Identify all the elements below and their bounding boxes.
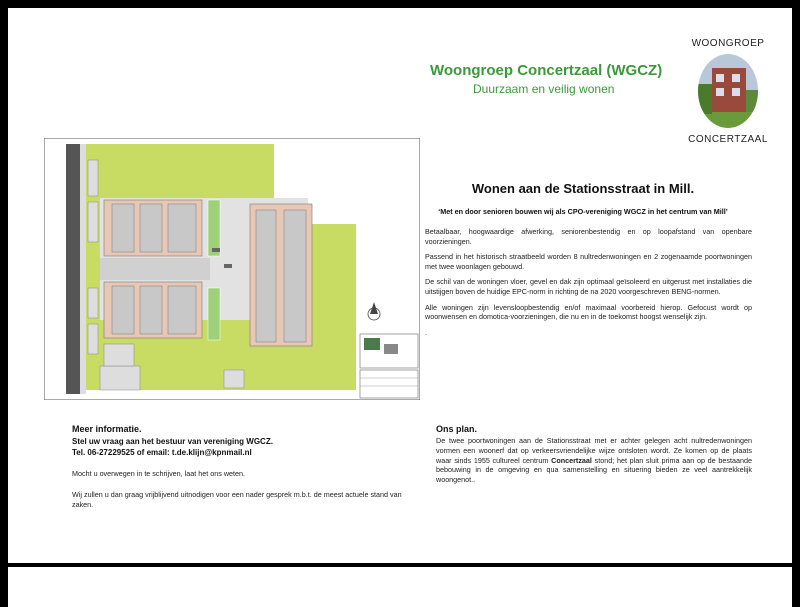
- contact-line: Stel uw vraag aan het bestuur van vereniging WGCZ.: [72, 437, 273, 446]
- intro-paragraph: Passend in het historisch straatbeeld worden 8 nultredenwoningen en 2 zogenaamde poortwoningen met twee woonlagen gebouwd.: [425, 252, 752, 271]
- intro-paragraph: De schil van de woningen vloer, gevel en dak zijn optimaal geïsoleerd en uitgerust met installaties die uitstijgen boven de huidige EPC-norm in richting de na 2020 voorgeschreven BENG-normen.: [425, 277, 752, 296]
- site-plan-drawing: [44, 138, 420, 400]
- page-title: Woongroep Concertzaal (WGCZ): [430, 62, 663, 79]
- intro-paragraph: .: [425, 327, 427, 337]
- page-subtitle: Duurzaam en veilig wonen: [473, 82, 615, 96]
- contact-text: Wij zullen u dan graag vrijblijvend uitnodigen voor een nader gesprek m.b.t. de meest actuele stand van zaken.: [72, 490, 402, 509]
- intro-quote: ‘Met en door senioren bouwen wij als CPO-vereniging WGCZ in het centrum van Mill’: [438, 207, 728, 216]
- plan-text-part: De twee poortwoningen aan de Stationsstraat met er achter gelegen acht nultredenwoningen vormen een woonerf dat op verkeersvriendelijke wijze ontsloten wordt. Ze komen op de plaats waar sinds 1955 cultureel centrum: [436, 436, 752, 465]
- contact-details: [72, 436, 372, 458]
- document-page: [8, 8, 792, 563]
- intro-paragraph: Betaalbaar, hoogwaardige afwerking, seniorenbestendig en op loopafstand van openbare voorzieningen.: [425, 227, 752, 246]
- intro-paragraph: Alle woningen zijn levensloopbestendig en/of maximaal voorbereid hierop. Gefocust wordt op woonwensen en domotica-voorzieningen, die nu en in de toekomst hoogst wenselijk zijn.: [425, 302, 752, 322]
- logo-photo: [698, 54, 758, 128]
- next-page: [8, 567, 792, 607]
- intro-body: [425, 227, 752, 343]
- contact-phone-email: Tel. 06-27229525 of email: t.de.klijn@kpnmail.nl: [72, 448, 252, 457]
- logo-top-text: WOONGROEP: [691, 38, 765, 49]
- plan-text: [436, 436, 752, 485]
- plan-heading: Ons plan.: [436, 424, 478, 434]
- logo-bottom-text: CONCERTZAAL: [688, 134, 768, 145]
- intro-heading: Wonen aan de Stationsstraat in Mill.: [471, 181, 695, 196]
- contact-heading: Meer informatie.: [72, 424, 142, 434]
- wgcz-logo: [678, 38, 778, 148]
- plan-text-bold: Concertzaal: [551, 455, 592, 465]
- contact-text: Mocht u overwegen in te schrijven, laat het ons weten.: [72, 469, 245, 478]
- plan-text-part: stond; het plan sluit prima aan op de bestaande bebouwing in de omgeving en qua samenstelling en situering bieden ze veel aantrekkelijk woongenot..: [436, 455, 752, 485]
